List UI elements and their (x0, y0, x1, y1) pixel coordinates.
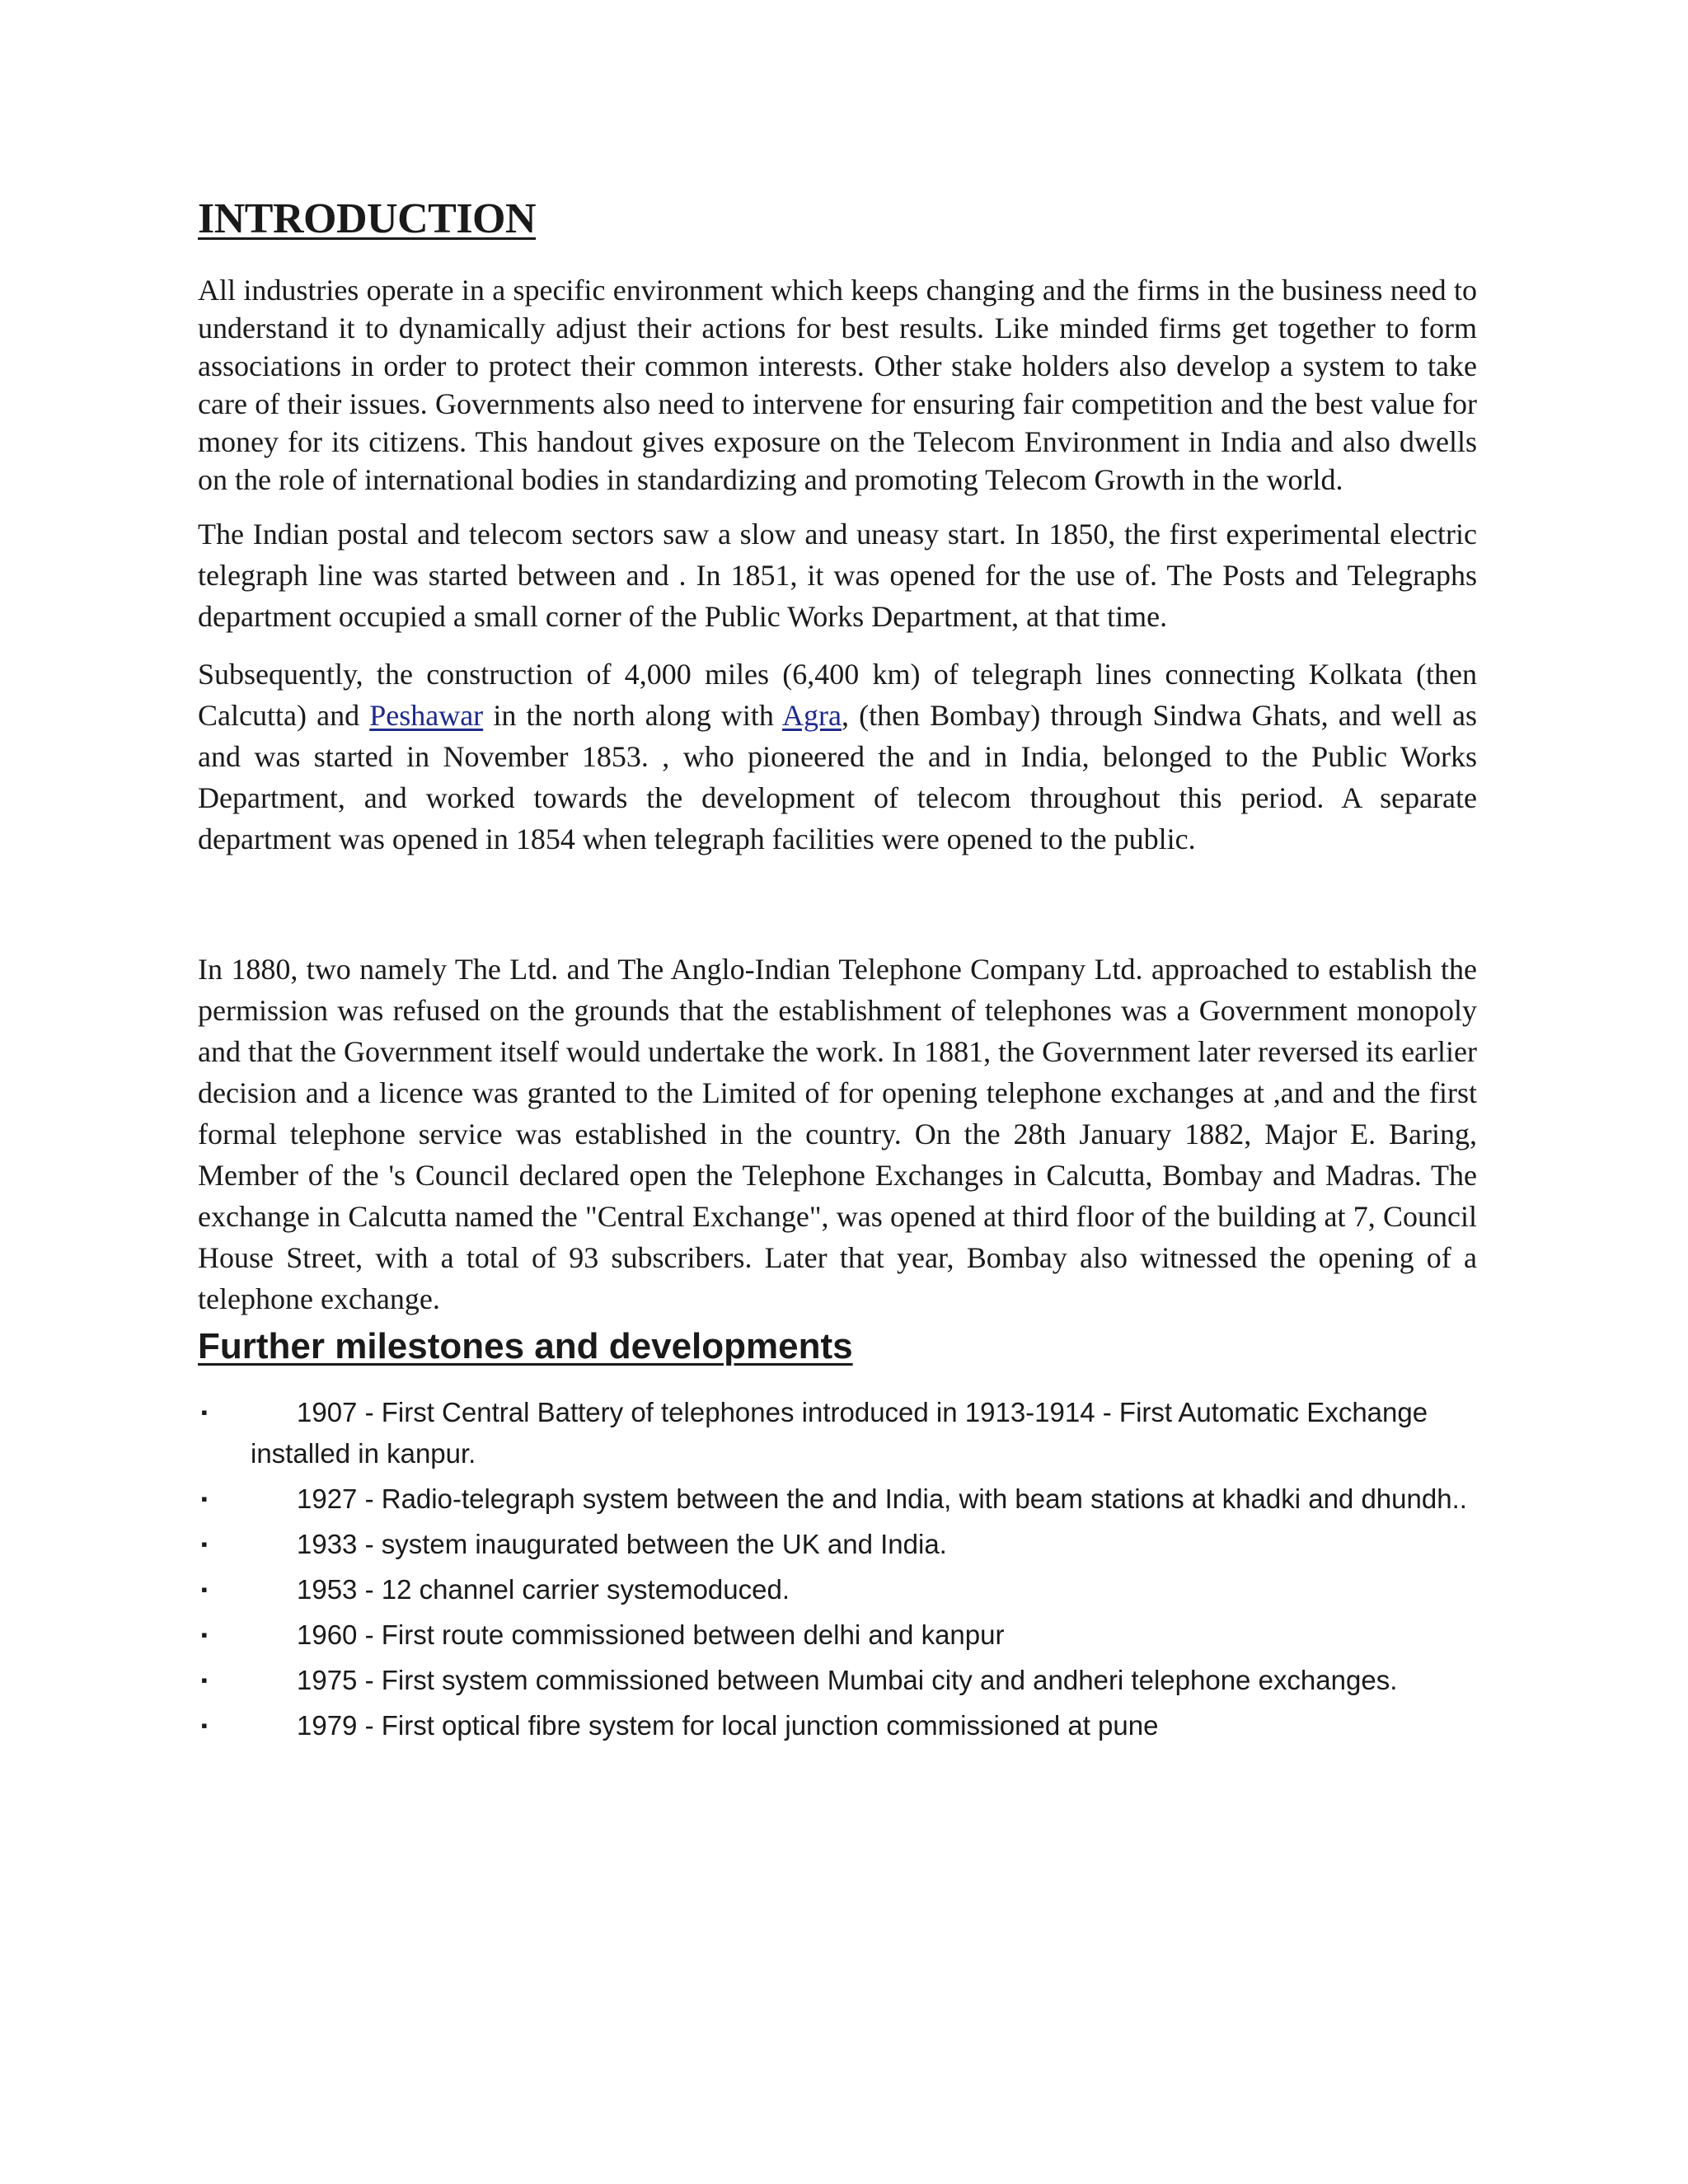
milestone-text: 1927 - Radio-telegraph system between the and India, with beam stations at khadki and dhundh.. (297, 1483, 1467, 1514)
list-item (198, 1660, 1477, 1701)
telephone-paragraph: In 1880, two namely The Ltd. and The Anglo-Indian Telephone Company Ltd. approached to establish the permission was refused on the grounds that the establishment of telephones was a Government monopoly and that the Government itself would undertake the work. In 1881, the Government later reversed its earlier decision and a licence was granted to the Limited of for opening telephone exchanges at ,and and the first formal telephone service was established in the country. On the 28th January 1882, Major E. Baring, Member of the 's Council declared open the Telephone Exchanges in Calcutta, Bombay and Madras. The exchange in Calcutta named the "Central Exchange", was opened at third floor of the building at 7, Council House Street, with a total of 93 subscribers. Later that year, Bombay also witnessed the opening of a telephone exchange. (198, 953, 1477, 1315)
list-item (198, 1705, 1477, 1746)
agra-link[interactable]: Agra (782, 699, 842, 732)
list-item (198, 1569, 1477, 1610)
telegraph-text-part-1: Subsequently, the construction of 4,000 miles (6,400 km) of telegraph lines connecting Kolkata (then Calcutta) and (198, 658, 1477, 732)
list-item (198, 1524, 1477, 1565)
milestones-list (198, 1392, 1477, 1746)
section-heading: Further milestones and developments (198, 1326, 853, 1366)
document-page (198, 165, 1477, 1750)
telegraph-text-part-3: , (then Bombay) through Sindwa Ghats, and well as and was started in November 1853. , who pioneered the and in India, belonged to the Public Works Department, and worked towards the development of telecom throughout this period. A separate department was opened in 1854 when telegraph facilities were opened to the public. (198, 699, 1478, 855)
list-item (198, 1615, 1477, 1656)
bullet-icon: ▪ (201, 1715, 208, 1736)
bullet-icon: ▪ (201, 1534, 208, 1554)
bullet-icon: ▪ (201, 1624, 208, 1645)
list-item (198, 1479, 1477, 1520)
bullet-icon: ▪ (201, 1402, 208, 1422)
milestone-text: 1975 - First system commissioned between Mumbai city and andheri telephone exchanges. (297, 1665, 1398, 1695)
bullet-icon: ▪ (201, 1579, 208, 1600)
telegraph-paragraph (198, 654, 1477, 860)
milestone-text: 1933 - system inaugurated between the UK and India. (297, 1529, 947, 1559)
bullet-icon: ▪ (201, 1488, 208, 1509)
history-paragraph: The Indian postal and telecom sectors saw a slow and uneasy start. In 1850, the first experimental electric telegraph line was started between and . In 1851, it was opened for the use of. The Posts and Telegraphs department occupied a small corner of the Public Works Department, at that time. (198, 518, 1477, 633)
peshawar-link[interactable]: Peshawar (369, 699, 484, 732)
page-title: INTRODUCTION (198, 195, 537, 242)
bullet-icon: ▪ (201, 1670, 208, 1690)
milestone-text: 1953 - 12 channel carrier systemoduced. (297, 1574, 790, 1605)
milestone-text: 1960 - First route commissioned between delhi and kanpur (297, 1619, 1005, 1650)
telegraph-text-part-2: in the north along with (483, 699, 783, 732)
milestone-text: 1979 - First optical fibre system for local junction commissioned at pune (297, 1710, 1159, 1741)
intro-paragraph: All industries operate in a specific environment which keeps changing and the firms in the business need to understand it to dynamically adjust their actions for best results. Like minded firms get together to form associations in order to protect their common interests. Other stake holders also develop a system to take care of their issues. Governments also need to intervene for ensuring fair competition and the best value for money for its citizens. This handout gives exposure on the Telecom Environment in India and also dwells on the role of international bodies in standardizing and promoting Telecom Growth in the world. (198, 274, 1477, 496)
list-item (198, 1392, 1477, 1474)
milestone-text: 1907 - First Central Battery of telephones introduced in 1913-1914 - First Automatic Exchange installed in kanpur. (251, 1397, 1428, 1469)
